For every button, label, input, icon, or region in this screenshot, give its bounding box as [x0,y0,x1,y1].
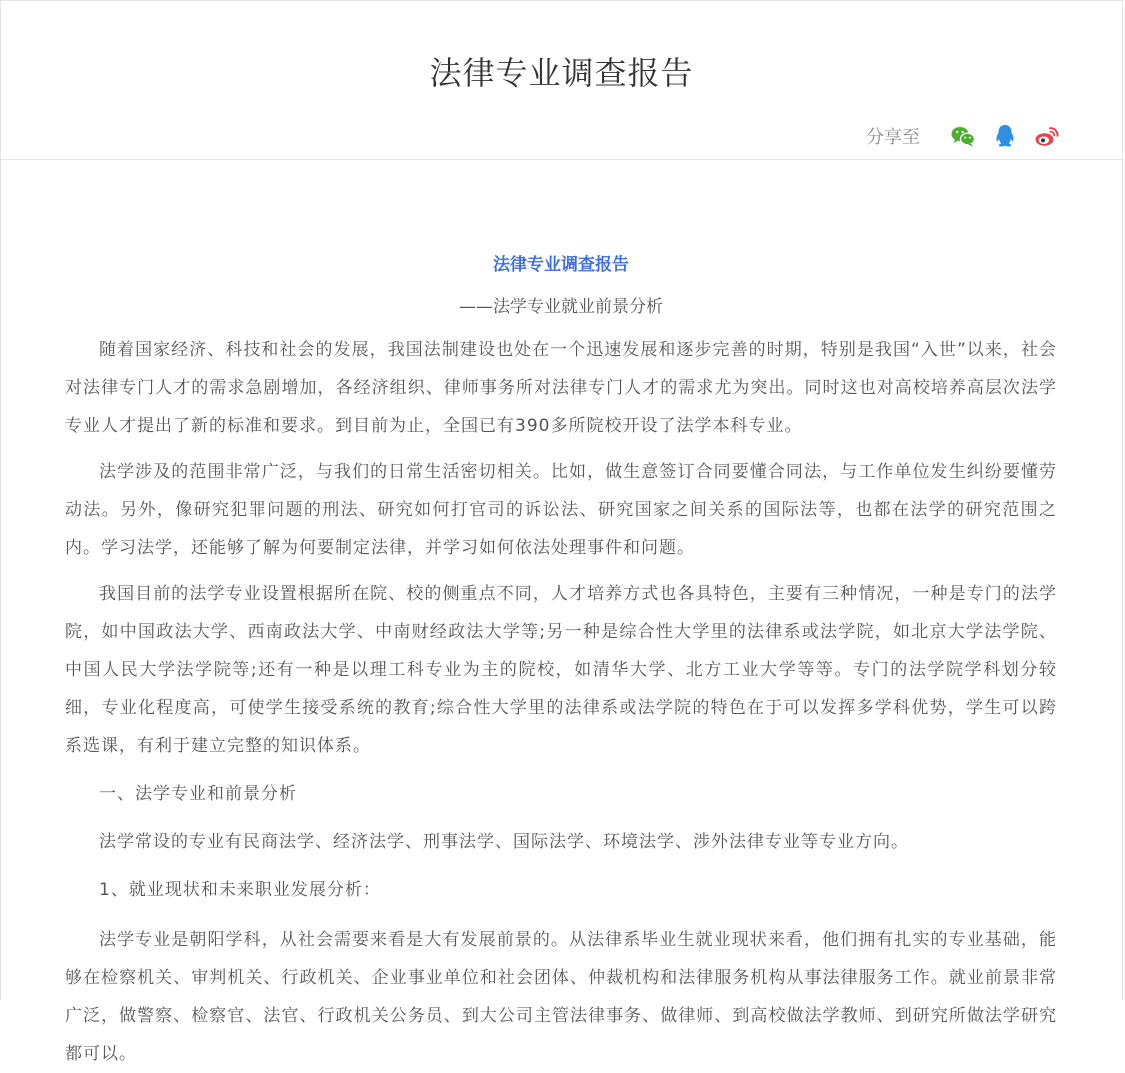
share-bar [866,121,1060,151]
page-title: 法律专业调查报告 [429,54,694,92]
paragraph: 法学涉及的范围非常广泛，与我们的日常生活密切相关。比如，做生意签订合同要懂合同法，与工作单位发生纠纷要懂劳动法。另外，像研究犯罪问题的刑法、研究如何打官司的诉讼法、研究国家之间关系的国际法等，也都在法学的研究范围之内。学习法学，还能够了解为何要制定法律，并学习如何依法处理事件和问题。 [65,462,1057,558]
paragraph: 法学常设的专业有民商法学、经济法学、刑事法学、国际法学、环境法学、涉外法律专业等专业方向。 [99,832,909,852]
paragraph: 我国目前的法学专业设置根据所在院、校的侧重点不同，人才培养方式也各具特色，主要有三种情况，一种是专门的法学院，如中国政法大学、西南政法大学、中南财经政法大学等;另一种是综合性大学里的法律系或法学院，如北京大学法学院、中国人民大学法学院等;还有一种是以理工科专业为主的院校，如清华大学、北方工业大学等等。专门的法学院学科划分较细，专业化程度高，可使学生接受系统的教育;综合性大学里的法律系或法学院的特色在于可以发挥多学科优势，学生可以跨系选课，有利于建立完整的知识体系。 [65,584,1057,756]
section-heading: 一、法学专业和前景分析 [99,784,297,804]
article-title: 法律专业调查报告 [493,255,629,275]
share-label: 分享至 [866,127,920,148]
article-subtitle: ——法学专业就业前景分析 [459,297,663,317]
page-header [1,1,1122,160]
article-body [65,249,1057,1073]
weibo-icon[interactable] [1034,123,1060,149]
paragraph: 随着国家经济、科技和社会的发展，我国法制建设也处在一个迅速发展和逐步完善的时期，特别是我国“入世”以来，社会对法律专门人才的需求急剧增加，各经济组织、律师事务所对法律专门人才的需求尤为突出。同时这也对高校培养高层次法学专业人才提出了新的标准和要求。到目前为止，全国已有390多所院校开设了法学本科专业。 [65,340,1057,436]
subsection-heading: 1、就业现状和未来职业发展分析： [99,880,381,900]
paragraph: 法学专业是朝阳学科，从社会需要来看是大有发展前景的。从法律系毕业生就业现状来看，他们拥有扎实的专业基础，能够在检察机关、审判机关、行政机关、企业事业单位和社会团体、仲裁机构和法律服务机构从事法律服务工作。就业前景非常广泛，做警察、检察官、法官、行政机关公务员、到大公司主管法律事务、做律师、到高校做法学教师、到研究所做法学研究都可以。 [65,930,1057,1064]
qq-icon[interactable] [992,123,1018,149]
wechat-icon[interactable] [950,123,976,149]
